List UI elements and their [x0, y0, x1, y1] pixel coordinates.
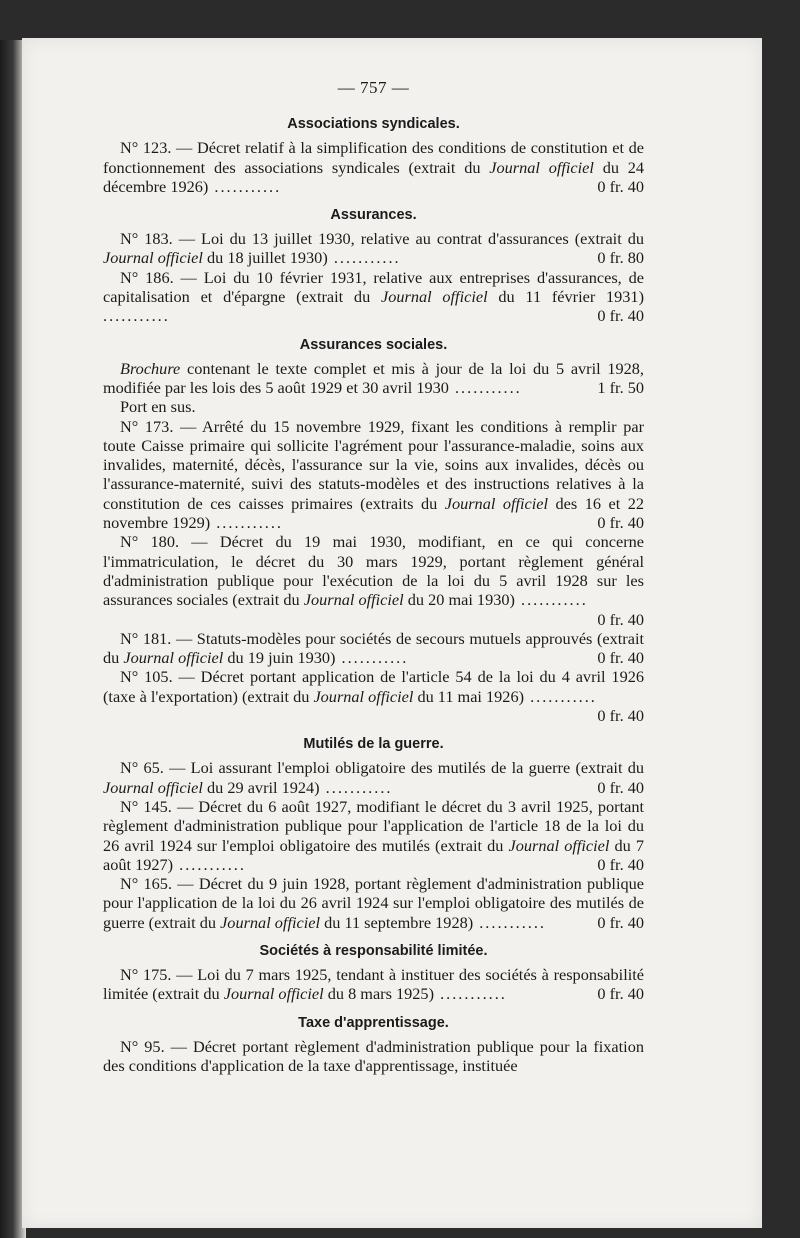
section: [103, 942, 644, 1004]
entry-price: 0 fr. 40: [597, 854, 644, 874]
entry-journal-title: Journal officiel: [103, 248, 203, 268]
entry-journal-title: Journal officiel: [489, 157, 594, 177]
section-title: Mutilés de la guerre.: [303, 736, 444, 753]
section-title: Assurances.: [330, 207, 417, 224]
section-title: Associations syndicales.: [287, 116, 460, 133]
entry-text: N° 183. — Loi du 13 juillet 1930, relative au contrat d'assurances (extrait du: [120, 229, 644, 249]
leader-dots: ...........: [335, 648, 409, 668]
leader-dots: ...........: [473, 912, 546, 932]
entry-date: du 24 décembre 1926): [103, 157, 645, 196]
entry-text: N° 165. — Décret du 9 juin 1928, portant règlement d'administration publique pour l'application de la loi du 26 avril 1924 sur l'emploi obligatoire des mutilés de guerre (extrait du: [103, 874, 644, 932]
entry-journal-title: Journal officiel: [123, 648, 224, 668]
entry-text: N° 181. — Statuts-modèles pour sociétés de secours mutuels approuvés (extrait du: [103, 628, 644, 668]
section: [103, 115, 644, 196]
leader-dots: ...........: [173, 854, 246, 874]
entry-price: 0 fr. 40: [597, 706, 644, 726]
leader-dots: ...........: [327, 248, 401, 268]
section: [103, 336, 644, 726]
entry: [103, 138, 644, 196]
leader-dots: ...........: [208, 176, 282, 196]
entry-journal-title: Journal officiel: [380, 287, 488, 307]
entry-price: 0 fr. 40: [597, 513, 644, 533]
entry-text: N° 105. — Décret portant application de l'article 54 de la loi du 4 avril 1926 (taxe à l'exportation) (extrait du: [103, 667, 644, 706]
page-content: [103, 78, 644, 1085]
entry: [103, 359, 644, 398]
entry-price: 0 fr. 80: [597, 248, 644, 268]
entry-price: 0 fr. 40: [597, 984, 644, 1004]
entry-price: 0 fr. 40: [597, 609, 644, 629]
entry-price: 1 fr. 50: [597, 377, 644, 397]
entry-price: 0 fr. 40: [597, 648, 644, 668]
entry: [103, 629, 644, 668]
leader-dots: ...........: [514, 590, 588, 610]
entry-date: du 8 mars 1925): [323, 984, 434, 1004]
entry-price: 0 fr. 40: [597, 306, 644, 326]
entry-text: N° 145. — Décret du 6 août 1927, modifiant le décret du 3 avril 1925, portant règlement d'administration publique pour l'application de l'article 18 de la loi du 26 avril 1924 sur l'emploi obligatoire des mutilés (extrait du: [103, 796, 644, 855]
entry: [103, 417, 644, 533]
entry-date: des 16 et 22 novembre 1929): [103, 493, 644, 533]
entry: [103, 1037, 644, 1076]
entry-journal-title: Journal officiel: [508, 835, 610, 855]
entry-italic-lead: Brochure: [120, 358, 187, 378]
entry-date: du 7 août 1927): [103, 835, 644, 874]
entry: [103, 965, 644, 1004]
leader-dots: ...........: [210, 513, 283, 533]
entry-date: du 11 septembre 1928): [320, 912, 474, 932]
entry-date: du 19 juin 1930): [223, 648, 336, 668]
entry: [103, 797, 644, 874]
entry-note: Port en sus.: [120, 397, 196, 417]
sections-container: [103, 115, 644, 1075]
entry-journal-title: Journal officiel: [313, 686, 414, 706]
entry-text: N° 180. — Décret du 19 mai 1930, modifiant, en ce qui concerne l'immatriculation, le décret du 30 mars 1929, portant règlement général d'administration publique pour l'exécution de la loi du 5 avril 1928 sur les assurances sociales (extrait du: [103, 532, 644, 610]
entry-date: du 18 juillet 1930): [202, 248, 328, 268]
entry-date: du 20 mai 1930): [403, 590, 515, 610]
entry-price: 0 fr. 40: [597, 912, 644, 932]
entry-date: du 11 mai 1926): [413, 686, 525, 706]
section-title: Taxe d'apprentissage.: [298, 1014, 449, 1031]
entry-price: 0 fr. 40: [597, 176, 644, 196]
section-title: Assurances sociales.: [299, 336, 448, 353]
entry-text: contenant le texte complet et mis à jour de la loi du 5 avril 1928, modifiée par les lois des 5 août 1929 et 30 avril 1930: [103, 358, 644, 397]
entry-journal-title: Journal officiel: [303, 590, 404, 610]
entry: [103, 667, 644, 725]
leader-dots: ...........: [319, 777, 393, 797]
leader-dots: ...........: [434, 984, 507, 1004]
entry: [103, 229, 644, 268]
leader-dots: ...........: [448, 377, 522, 397]
entry-price: 0 fr. 40: [597, 777, 644, 797]
entry-text: N° 65. — Loi assurant l'emploi obligatoire des mutilés de la guerre (extrait du: [120, 758, 644, 778]
entry-text: N° 95. — Décret portant règlement d'administration publique pour la fixation des conditions d'application de la taxe d'apprentissage, instituée: [103, 1036, 644, 1075]
entry: [103, 268, 644, 326]
leader-dots: ...........: [103, 306, 170, 326]
entry-journal-title: Journal officiel: [223, 984, 324, 1004]
page-number: — 757 —: [337, 78, 410, 97]
entry: [103, 758, 644, 797]
leader-dots: ...........: [524, 686, 597, 706]
entry-text: N° 173. — Arrêté du 15 novembre 1929, fixant les conditions à remplir par toute Caisse primaire qui sollicite l'agrément pour l'assurance-maladie, soins aux invalides, maternité, décès, l'assurance sur la vie, soins aux invalides, décès ou l'assurance-maternité, suivi des statuts-modèles et des instructions relatives à la constitution de ces caisses primaires (extraits du: [103, 416, 644, 513]
entry-text: N° 175. — Loi du 7 mars 1925, tendant à instituer des sociétés à responsabilité limitée (extrait du: [103, 964, 644, 1004]
entry-journal-title: Journal officiel: [103, 777, 203, 797]
entry: [103, 874, 644, 932]
entry-date: du 29 avril 1924): [202, 777, 320, 797]
section: [103, 1014, 644, 1076]
section: [103, 735, 644, 932]
entry-journal-title: Journal officiel: [444, 493, 549, 513]
entry: [103, 532, 644, 628]
section: [103, 206, 644, 325]
entry-text: N° 123. — Décret relatif à la simplification des conditions de constitution et de fonctionnement des associations syndicales (extrait du: [103, 138, 644, 177]
entry-text: N° 186. — Loi du 10 février 1931, relative aux entreprises d'assurances, de capitalisation et d'épargne (extrait du: [103, 267, 644, 307]
section-title: Sociétés à responsabilité limitée.: [259, 942, 488, 959]
entry-date: du 11 février 1931): [487, 287, 644, 307]
entry-journal-title: Journal officiel: [220, 912, 321, 932]
